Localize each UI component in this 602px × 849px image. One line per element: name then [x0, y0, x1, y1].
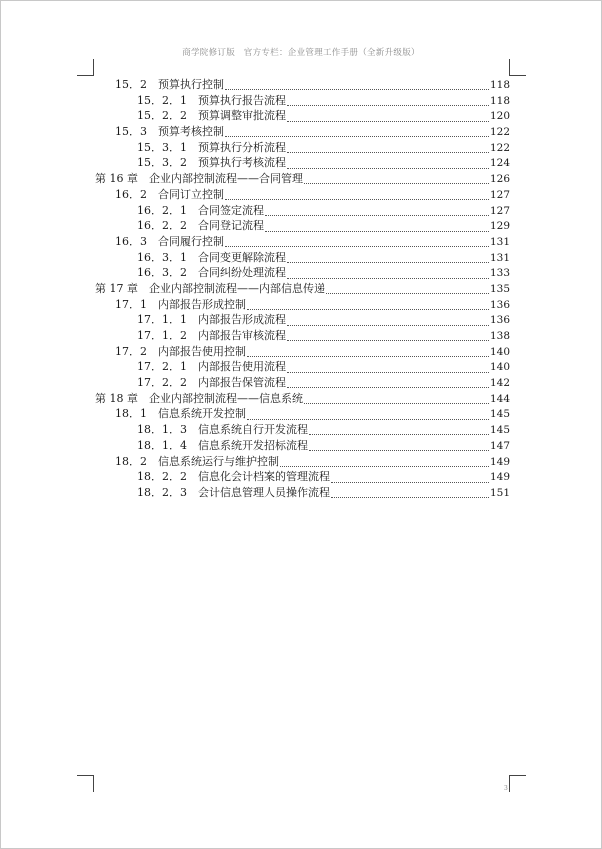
- toc-entry-label: 16．3 合同履行控制: [115, 234, 224, 248]
- toc-dot-leader: [225, 126, 489, 137]
- toc-dot-leader: [225, 189, 489, 200]
- toc-subsection-entry[interactable]: [95, 93, 510, 109]
- toc-entry-page-number: 142: [489, 377, 510, 390]
- toc-entry-label: 16．2 合同订立控制: [115, 187, 224, 201]
- toc-entry-label: 16．3．2 合同纠纷处理流程: [137, 266, 286, 280]
- toc-section-entry[interactable]: [95, 454, 510, 470]
- toc-entry-label: 17．1．1 内部报告形成流程: [137, 313, 286, 327]
- toc-subsection-entry[interactable]: [95, 108, 510, 124]
- toc-entry-page-number: 129: [489, 220, 510, 233]
- toc-entry-label: 18．2．2 信息化会计档案的管理流程: [137, 470, 330, 484]
- toc-entry-label: 15．2．1 预算执行报告流程: [137, 93, 286, 107]
- toc-dot-leader: [287, 362, 489, 373]
- toc-subsection-entry[interactable]: [95, 265, 510, 281]
- toc-dot-leader: [225, 79, 489, 90]
- toc-dot-leader: [265, 221, 489, 232]
- toc-section-entry[interactable]: [95, 406, 510, 422]
- toc-entry-label: 17．2．1 内部报告使用流程: [137, 360, 286, 374]
- toc-subsection-entry[interactable]: [95, 422, 510, 438]
- toc-entry-page-number: 136: [489, 314, 510, 327]
- toc-entry-page-number: 145: [489, 408, 510, 421]
- toc-entry-page-number: 133: [489, 267, 510, 280]
- toc-subsection-entry[interactable]: [95, 250, 510, 266]
- toc-entry-page-number: 147: [489, 439, 510, 452]
- toc-dot-leader: [304, 393, 489, 404]
- toc-entry-page-number: 140: [489, 345, 510, 358]
- toc-entry-page-number: 118: [489, 94, 510, 107]
- toc-dot-leader: [247, 409, 489, 420]
- toc-entry-label: 第 18 章 企业内部控制流程——信息系统: [95, 391, 303, 405]
- toc-entry-page-number: 126: [489, 173, 510, 186]
- toc-entry-page-number: 149: [489, 471, 510, 484]
- toc-dot-leader: [287, 142, 489, 153]
- toc-entry-label: 第 17 章 企业内部控制流程——内部信息传递: [95, 281, 325, 295]
- toc-entry-label: 16．3．1 合同变更解除流程: [137, 250, 286, 264]
- toc-dot-leader: [287, 111, 489, 122]
- toc-chapter-entry[interactable]: [95, 171, 510, 187]
- toc-entry-label: 16．2．2 合同登记流程: [137, 219, 264, 233]
- toc-subsection-entry[interactable]: [95, 328, 510, 344]
- toc-dot-leader: [331, 472, 489, 483]
- toc-entry-page-number: 140: [489, 361, 510, 374]
- table-of-contents: [95, 77, 510, 501]
- toc-dot-leader: [280, 456, 489, 467]
- toc-entry-label: 17．1 内部报告形成控制: [115, 297, 246, 311]
- toc-subsection-entry[interactable]: [95, 438, 510, 454]
- page-number: 3: [504, 785, 508, 792]
- toc-entry-label: 18．1．3 信息系统自行开发流程: [137, 423, 308, 437]
- toc-dot-leader: [287, 315, 489, 326]
- toc-dot-leader: [247, 299, 489, 310]
- toc-subsection-entry[interactable]: [95, 312, 510, 328]
- toc-dot-leader: [287, 377, 489, 388]
- toc-dot-leader: [326, 283, 489, 294]
- toc-subsection-entry[interactable]: [95, 485, 510, 501]
- toc-entry-page-number: 124: [489, 157, 510, 170]
- toc-dot-leader: [331, 487, 489, 498]
- toc-entry-page-number: 127: [489, 188, 510, 201]
- crop-mark-bottom-right: [509, 775, 526, 792]
- toc-subsection-entry[interactable]: [95, 469, 510, 485]
- toc-entry-page-number: 127: [489, 204, 510, 217]
- toc-entry-label: 18．2．3 会计信息管理人员操作流程: [137, 485, 330, 499]
- toc-entry-page-number: 135: [489, 282, 510, 295]
- toc-chapter-entry[interactable]: [95, 391, 510, 407]
- toc-entry-label: 16．2．1 合同签定流程: [137, 203, 264, 217]
- toc-entry-page-number: 118: [489, 79, 510, 91]
- toc-entry-label: 第 16 章 企业内部控制流程——合同管理: [95, 172, 303, 186]
- toc-section-entry[interactable]: [95, 297, 510, 313]
- toc-entry-page-number: 149: [489, 455, 510, 468]
- toc-entry-label: 15．3 预算考核控制: [115, 125, 224, 139]
- toc-section-entry[interactable]: [95, 234, 510, 250]
- running-header: 商学院修订版 官方专栏：企业管理工作手册（全新升级版）: [182, 48, 420, 58]
- crop-mark-top-left: [77, 59, 94, 76]
- toc-dot-leader: [287, 95, 489, 106]
- toc-entry-page-number: 136: [489, 298, 510, 311]
- toc-dot-leader: [225, 236, 489, 247]
- toc-entry-page-number: 120: [489, 110, 510, 123]
- toc-section-entry[interactable]: [95, 124, 510, 140]
- toc-entry-label: 15．2 预算执行控制: [115, 78, 224, 91]
- toc-entry-label: 17．2 内部报告使用控制: [115, 344, 246, 358]
- toc-subsection-entry[interactable]: [95, 359, 510, 375]
- toc-entry-label: 17．2．2 内部报告保管流程: [137, 376, 286, 390]
- toc-entry-label: 18．1 信息系统开发控制: [115, 407, 246, 421]
- toc-entry-label: 18．2 信息系统运行与维护控制: [115, 454, 279, 468]
- toc-chapter-entry[interactable]: [95, 281, 510, 297]
- toc-entry-page-number: 151: [489, 486, 510, 499]
- toc-entry-page-number: 131: [489, 251, 510, 264]
- toc-section-entry[interactable]: [95, 344, 510, 360]
- crop-mark-top-right: [509, 59, 526, 76]
- toc-section-entry[interactable]: [95, 187, 510, 203]
- toc-dot-leader: [265, 205, 489, 216]
- toc-entry-page-number: 122: [489, 141, 510, 154]
- toc-entry-page-number: 138: [489, 330, 510, 342]
- toc-dot-leader: [304, 173, 489, 184]
- toc-subsection-entry[interactable]: [95, 375, 510, 391]
- toc-dot-leader: [247, 346, 489, 357]
- toc-entry-label: 15．3．1 预算执行分析流程: [137, 140, 286, 154]
- toc-section-entry[interactable]: [95, 77, 510, 93]
- toc-entry-label: 17．1．2 内部报告审核流程: [137, 329, 286, 342]
- toc-entry-page-number: 145: [489, 424, 510, 437]
- toc-dot-leader: [287, 268, 489, 279]
- toc-entry-label: 15．2．2 预算调整审批流程: [137, 109, 286, 123]
- toc-subsection-entry[interactable]: [95, 218, 510, 234]
- toc-subsection-entry[interactable]: [95, 155, 510, 171]
- toc-subsection-entry[interactable]: [95, 203, 510, 219]
- toc-entry-label: 18．1．4 信息系统开发招标流程: [137, 438, 308, 452]
- toc-dot-leader: [287, 158, 489, 169]
- toc-entry-label: 15．3．2 预算执行考核流程: [137, 156, 286, 170]
- toc-dot-leader: [309, 440, 489, 451]
- toc-subsection-entry[interactable]: [95, 140, 510, 156]
- toc-entry-page-number: 122: [489, 126, 510, 139]
- toc-dot-leader: [287, 330, 489, 341]
- toc-dot-leader: [309, 424, 489, 435]
- toc-dot-leader: [287, 252, 489, 263]
- toc-entry-page-number: 144: [489, 392, 510, 405]
- toc-entry-page-number: 131: [489, 235, 510, 248]
- crop-mark-bottom-left: [77, 775, 94, 792]
